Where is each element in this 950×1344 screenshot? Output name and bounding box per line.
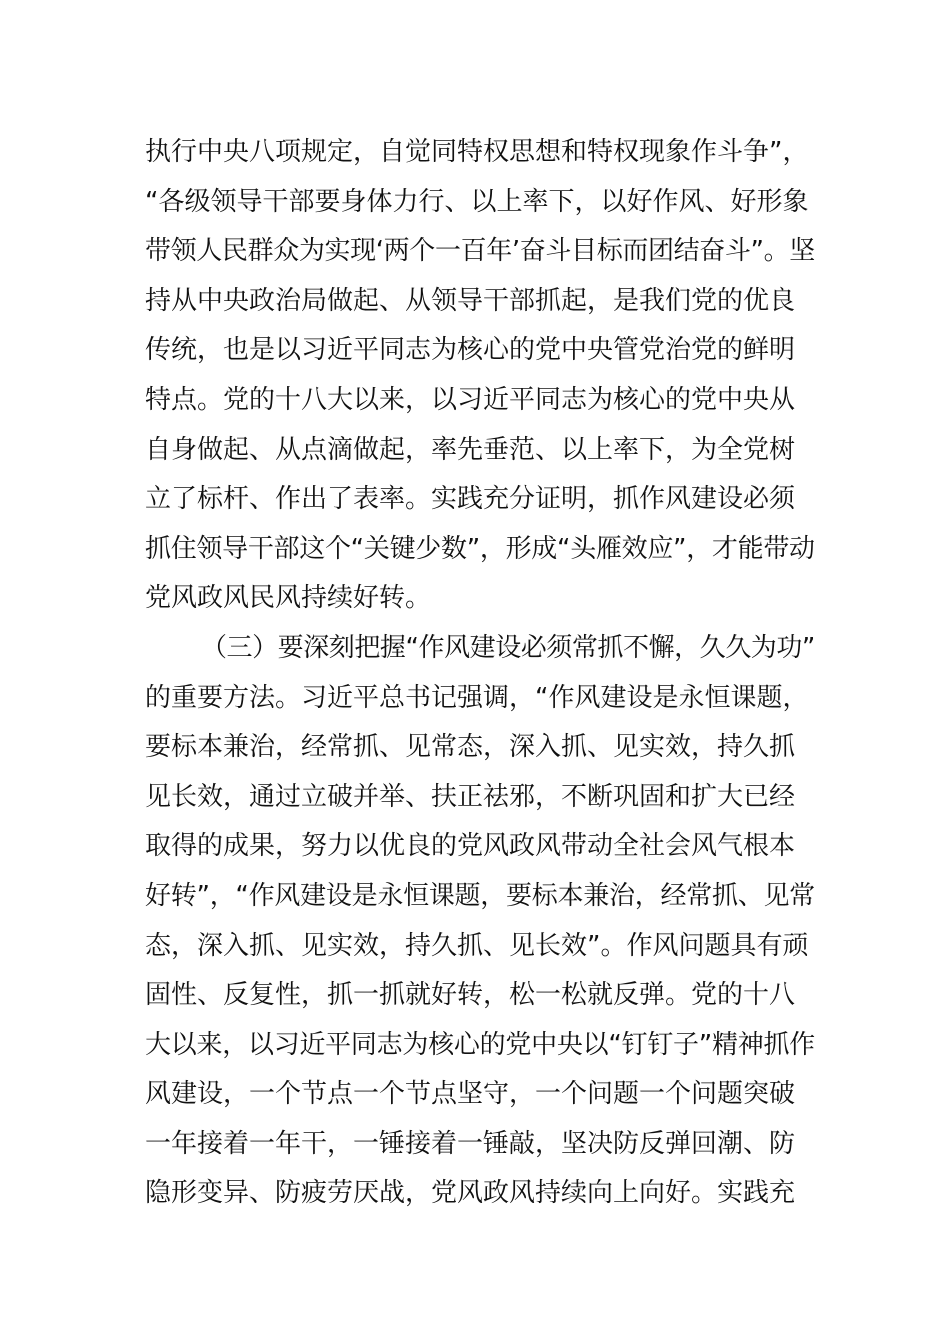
text-line: 的重要方法。习近平总书记强调，“作风建设是永恒课题， (145, 682, 809, 713)
text-line: 党风政风民风持续好转。 (145, 583, 432, 614)
text-line: “各级领导干部要身体力行、以上率下，以好作风、好形象 (145, 186, 809, 217)
text-line: （三）要深刻把握“作风建设必须常抓不懈，久久为功” (201, 632, 815, 663)
text-line: 态，深入抓、见实效，持久抓、见长效”。作风问题具有顽 (145, 930, 809, 961)
text-line: 传统，也是以习近平同志为核心的党中央管党治党的鲜明 (145, 335, 796, 366)
text-line: 取得的成果，努力以优良的党风政风带动全社会风气根本 (145, 831, 796, 862)
text-line: 持从中央政治局做起、从领导干部抓起，是我们党的优良 (145, 285, 796, 316)
text-line: 执行中央八项规定，自觉同特权思想和特权现象作斗争”， (145, 137, 809, 167)
text-line: 风建设，一个节点一个节点坚守，一个问题一个问题突破 (145, 1079, 796, 1110)
text-line: 见长效，通过立破并举、扶正祛邪，不断巩固和扩大已经 (145, 781, 796, 812)
body-text (145, 128, 815, 1219)
text-line: 大以来，以习近平同志为核心的党中央以“钉钉子”精神抓作 (145, 1029, 815, 1060)
text-line: 特点。党的十八大以来，以习近平同志为核心的党中央从 (145, 384, 796, 415)
text-line: 自身做起、从点滴做起，率先垂范、以上率下，为全党树 (145, 434, 796, 465)
text-line: 一年接着一年干，一锤接着一锤敲，坚决防反弹回潮、防 (145, 1128, 796, 1159)
text-line: 抓住领导干部这个“关键少数”，形成“头雁效应”，才能带动 (145, 533, 815, 564)
text-line: 固性、反复性，抓一抓就好转，松一松就反弹。党的十八 (145, 980, 796, 1011)
text-line: 好转”，“作风建设是永恒课题，要标本兼治，经常抓、见常 (145, 880, 815, 911)
text-line: 要标本兼治，经常抓、见常态，深入抓、见实效，持久抓 (145, 732, 796, 763)
text-line: 隐形变异、防疲劳厌战，党风政风持续向上向好。实践充 (145, 1178, 796, 1209)
text-line: 立了标杆、作出了表率。实践充分证明，抓作风建设必须 (145, 484, 796, 515)
text-line: 带领人民群众为实现‘两个一百年’奋斗目标而团结奋斗”。坚 (145, 236, 815, 267)
